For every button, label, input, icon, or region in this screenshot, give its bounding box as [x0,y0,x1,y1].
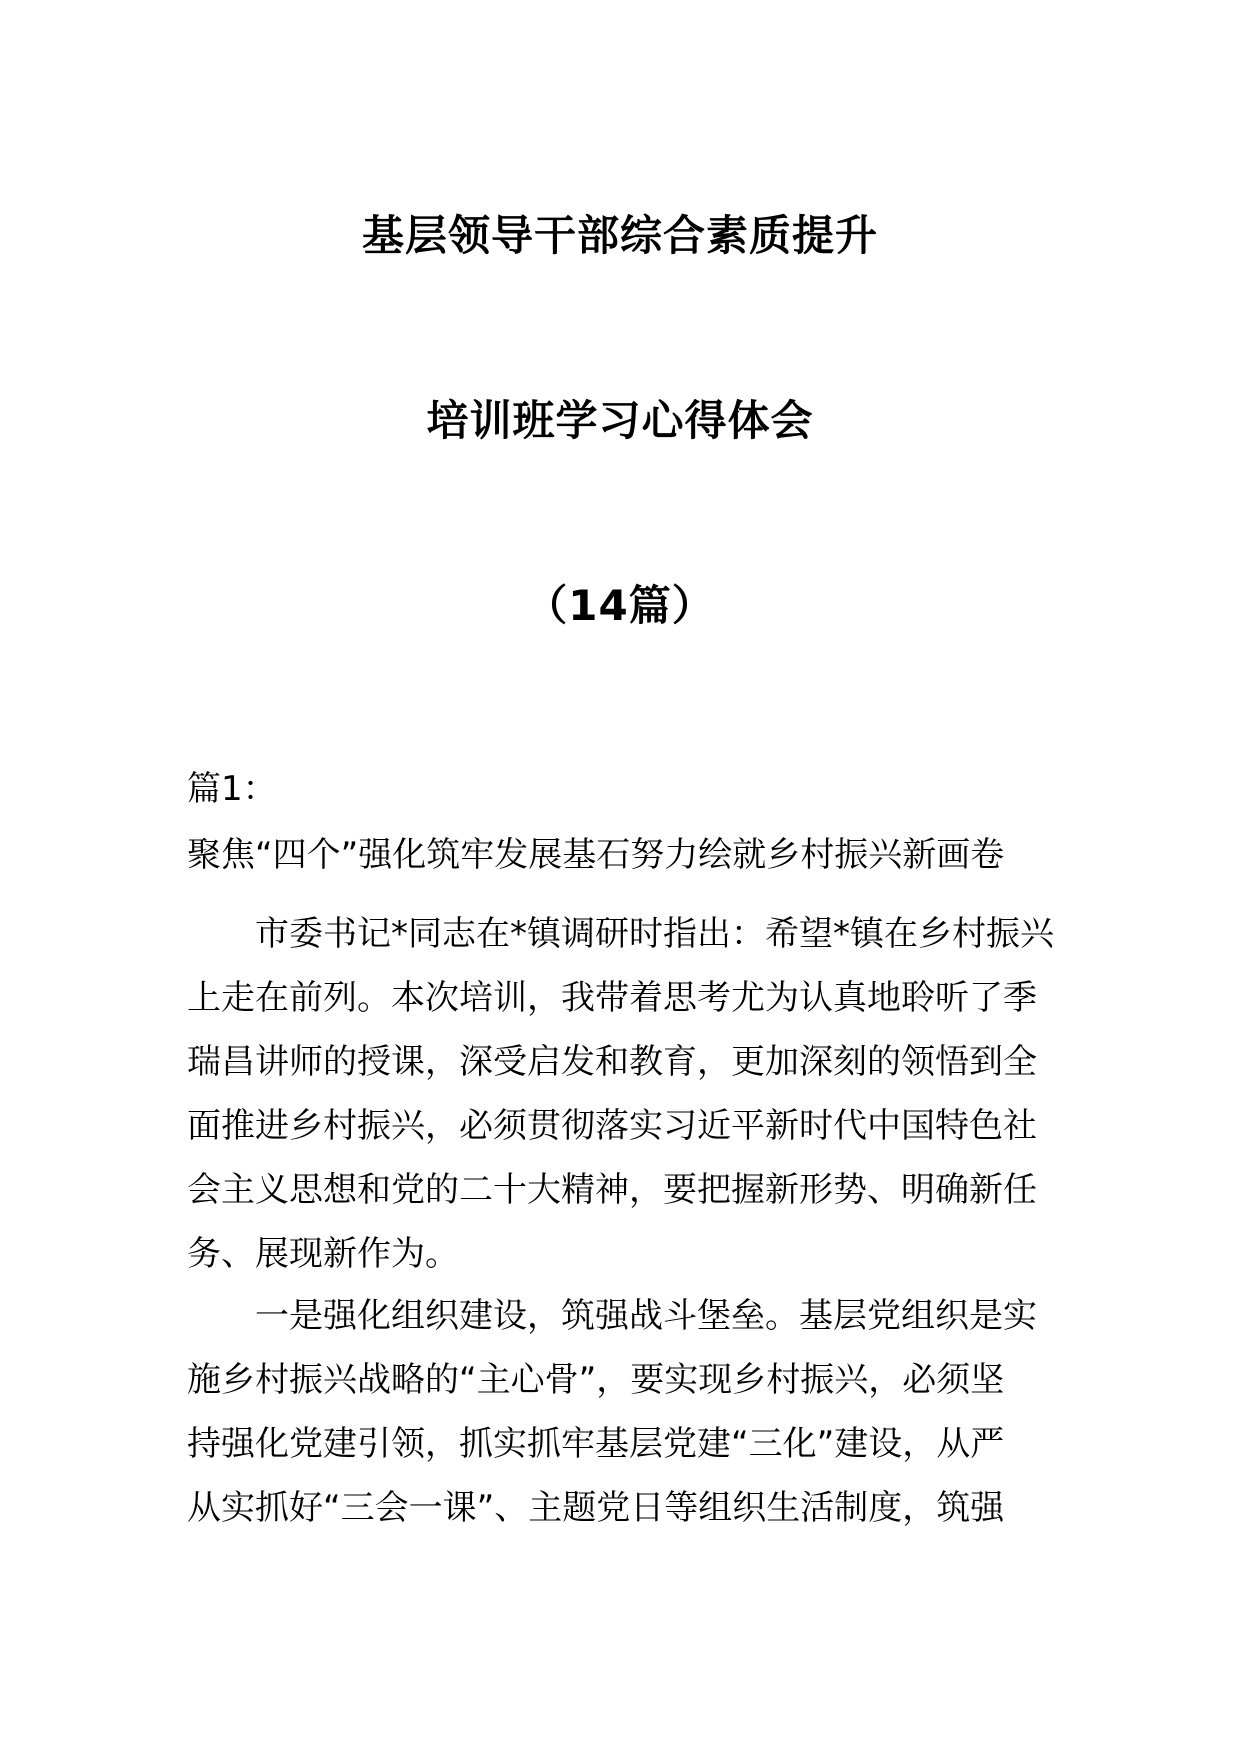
paragraph-line: 从实抓好“三会一课”、主题党日等组织生活制度，筑强 [187,1488,1005,1528]
paragraph-line: 务、展现新作为。 [187,1234,459,1274]
paragraph-line: 上走在前列。本次培训，我带着思考尤为认真地聆听了季 [187,978,1037,1018]
paragraph-line: 施乡村振兴战略的“主心骨”，要实现乡村振兴，必须坚 [187,1360,1005,1400]
paragraph-2 [187,1284,1057,1540]
paragraph-line: 瑞昌讲师的授课，深受启发和教育，更加深刻的领悟到全 [187,1042,1037,1082]
paragraph-1 [187,902,1057,1286]
document-title-line-3: （14篇） [525,581,715,630]
section-heading: 聚焦“四个”强化筑牢发展基石努力绘就乡村振兴新画卷 [187,835,1005,875]
paragraph-line: 持强化党建引领，抓实抓牢基层党建“三化”建设，从严 [187,1424,1005,1464]
paragraph-line: 会主义思想和党的二十大精神，要把握新形势、明确新任 [187,1170,1037,1210]
paragraph-line: 一是强化组织建设，筑强战斗堡垒。基层党组织是实 [255,1296,1037,1336]
section-label: 篇1： [187,769,277,809]
paragraph-line: 面推进乡村振兴，必须贯彻落实习近平新时代中国特色社 [187,1106,1037,1146]
paragraph-line: 市委书记*同志在*镇调研时指出：希望*镇在乡村振兴 [255,914,1054,954]
document-title-line-1: 基层领导干部综合素质提升 [361,211,878,260]
document-title-line-2: 培训班学习心得体会 [426,396,814,445]
